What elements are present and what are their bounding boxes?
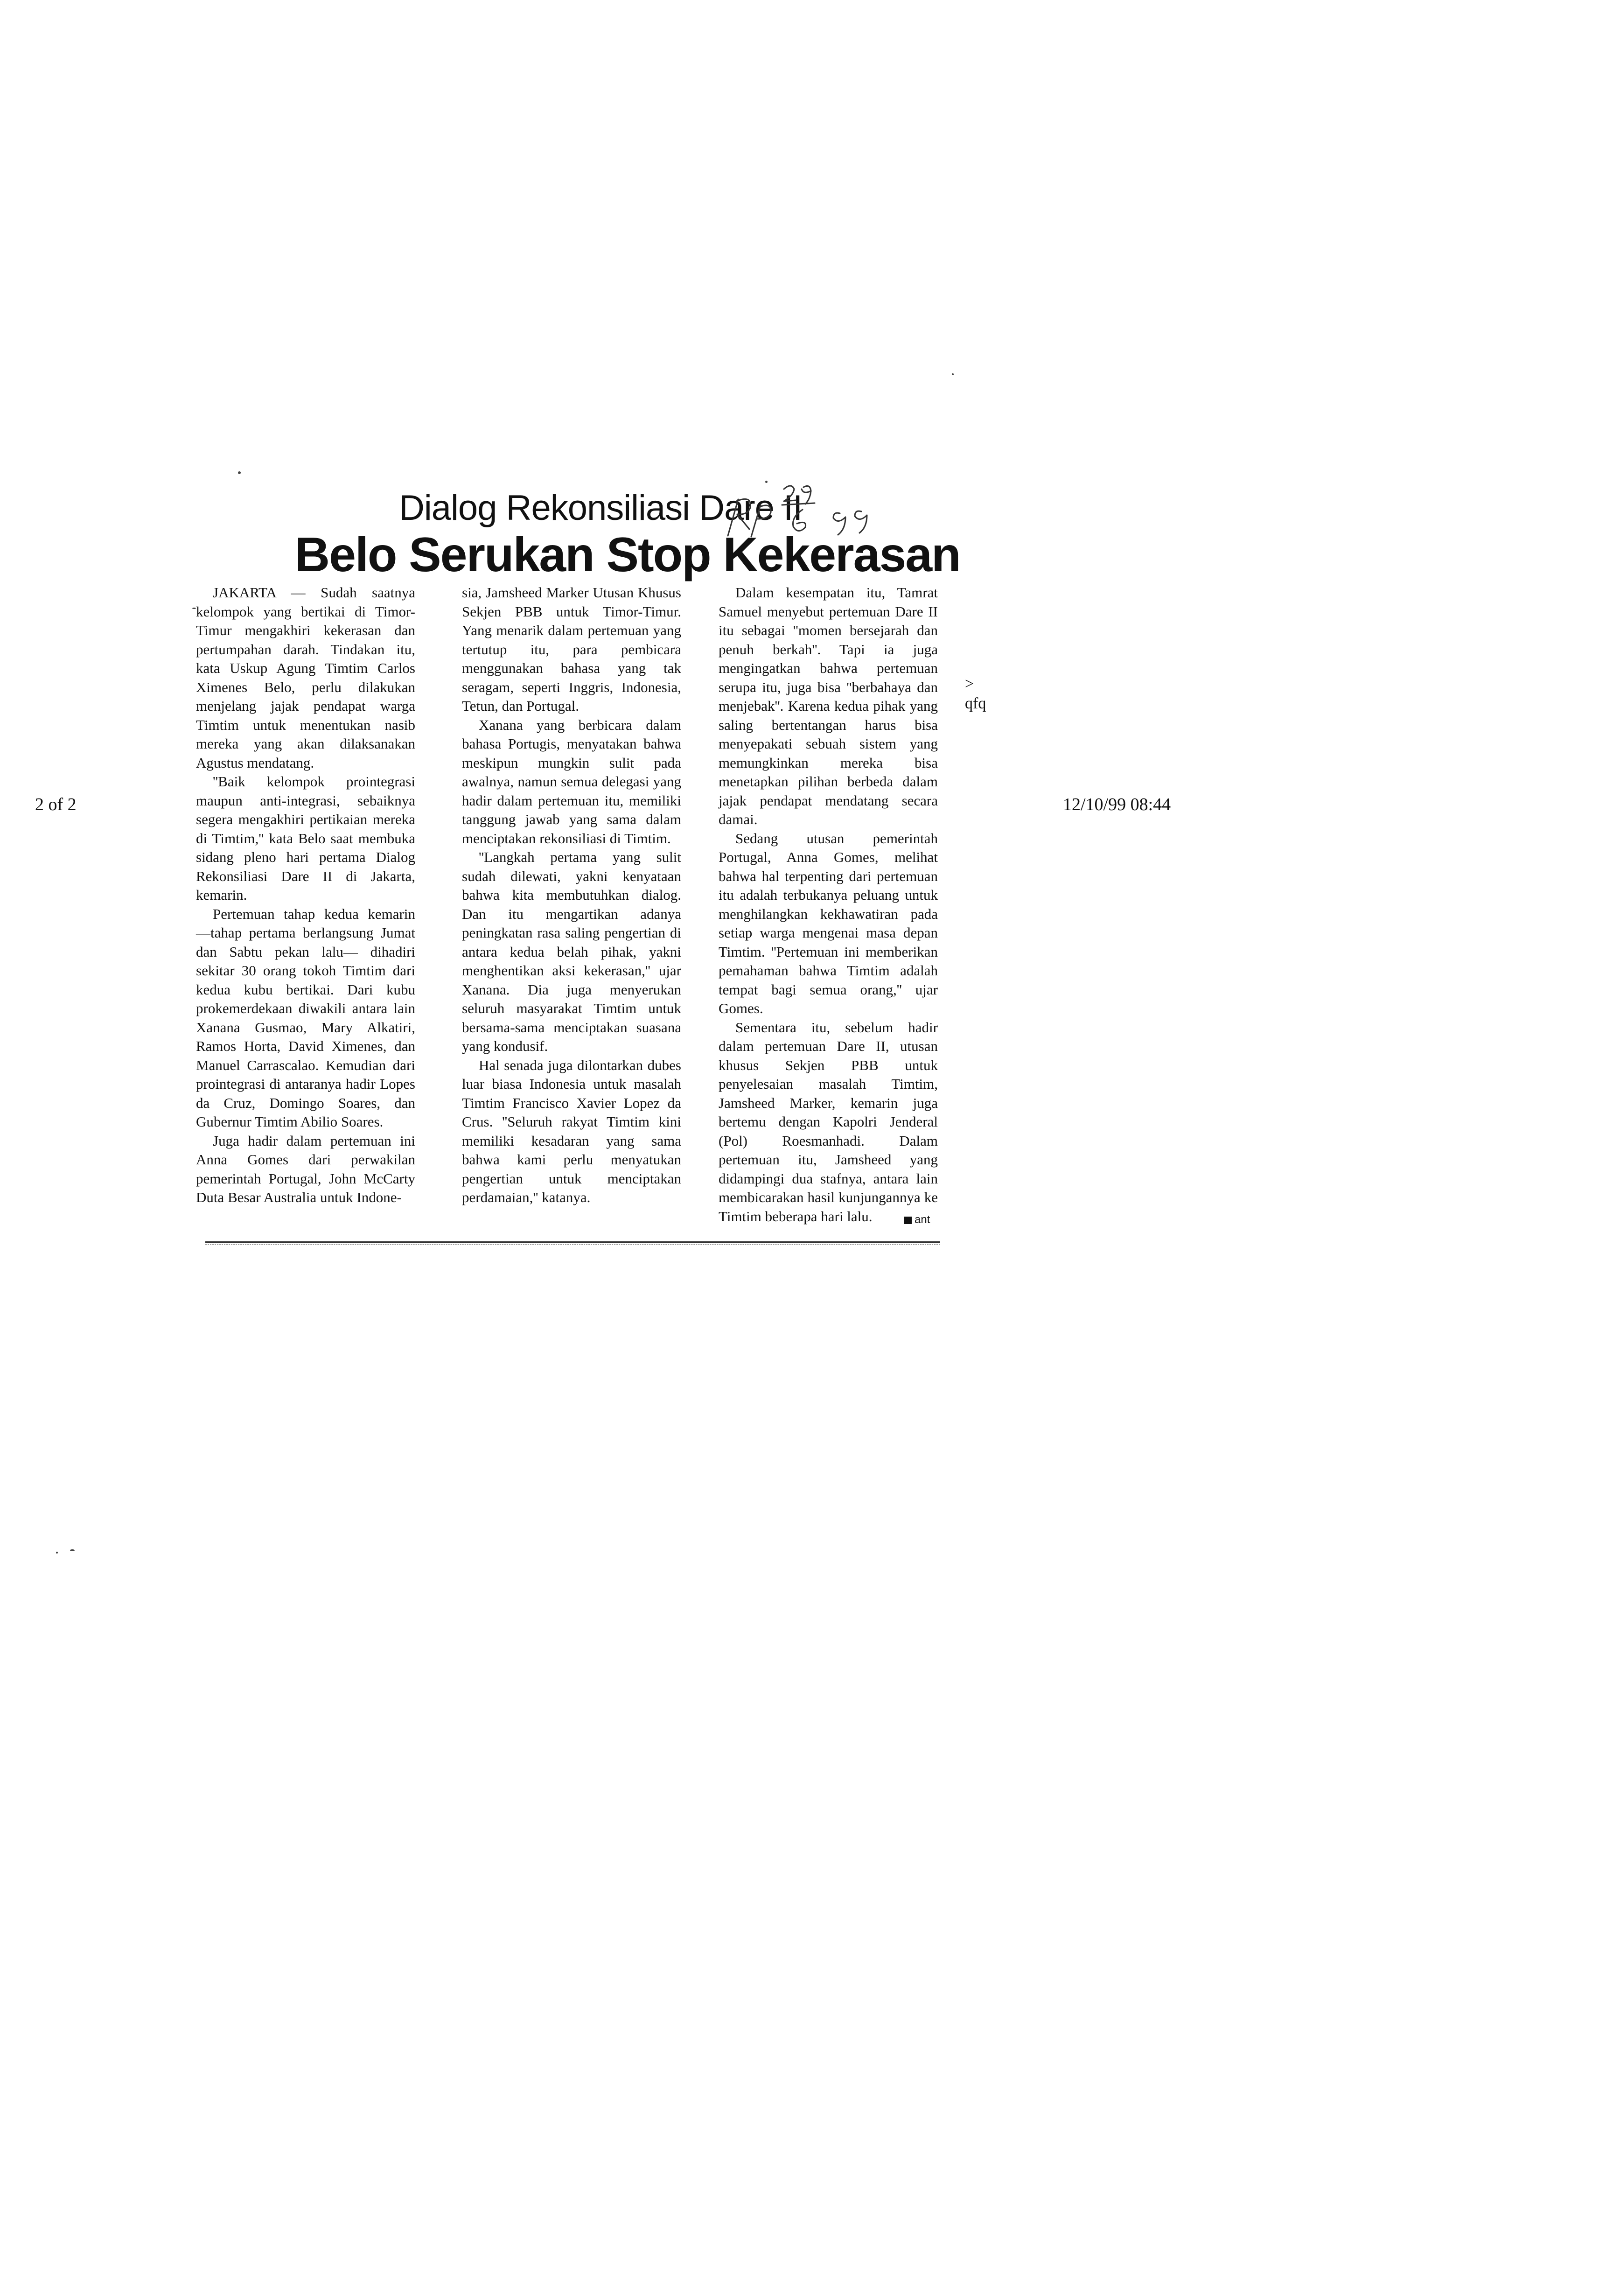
article-paragraph: ''Langkah pertama yang sulit sudah dilewati, yakni kenyataan bahwa kita membutuhkan dialog. Dan itu mengartikan adanya peningkatan rasa saling pengertian di antara kedua belah pihak, yakni menghentikan aksi kekerasan,'' ujar Xanana. Dia juga menyerukan seluruh masyarakat Timtim untuk bersama-sama menciptakan suasana yang kondusif. [462, 849, 681, 1054]
scan-speck [952, 373, 954, 375]
end-mark-icon [904, 1217, 912, 1224]
article-paragraph: sia, Jamsheed Marker Utusan Khusus Sekjen PBB untuk Timor-Timur. Yang menarik dalam pertemuan yang tertutup itu, para pembicara menggunakan bahasa yang tak seragam, seperti Inggris, Indonesia, Tetun, dan Portugal. [462, 584, 681, 714]
article-paragraph: Hal senada juga dilontarkan dubes luar biasa Indonesia untuk masalah Timtim Francisco Xavier Lopez da Crus. ''Seluruh rakyat Timtim kini memiliki kesadaran yang sama bahwa kami perlu menyatukan pengertian untuk menciptakan perdamaian,'' katanya. [462, 1057, 681, 1205]
margin-handwritten-mark: > qfq [965, 675, 986, 712]
scan-speck [56, 1552, 58, 1554]
article-column-3 [719, 583, 938, 1226]
article-bottom-rule [205, 1241, 940, 1243]
article-bottom-rule-secondary [205, 1244, 940, 1245]
article-paragraph: ''Baik kelompok prointegrasi maupun anti-integrasi, sebaiknya segera mengakhiri pertikaian mereka di Timtim,'' kata Belo saat membuka sidang pleno hari pertama Dialog Rekonsiliasi Dare II di Jakarta, kemarin. [196, 773, 415, 903]
scan-speck [238, 471, 241, 474]
article-paragraph: Pertemuan tahap kedua kemarin —tahap pertama berlangsung Jumat dan Sabtu pekan lalu— dihadiri sekitar 30 orang tokoh Timtim dari kedua kubu bertikai. Dari kubu prokemerdekaan diwakili antara lain Xanana Gusmao, Mary Alkatiri, Ramos Horta, David Ximenes, dan Manuel Carrascalao. Kemudian dari prointegrasi di antaranya hadir Lopes da Cruz, Domingo Soares, dan Gubernur Timtim Abilio Soares. [196, 905, 415, 1130]
article-paragraph: JAKARTA — Sudah saatnya kelompok yang bertikai di Timor-Timur mengakhiri kekerasan dan pertumpahan darah. Tindakan itu, kata Uskup Agung Timtim Carlos Ximenes Belo, perlu dilakukan menjelang jajak pendapat warga Timtim untuk menentukan nasib mereka yang akan dilaksanakan Agustus mendatang. [196, 584, 415, 771]
article-column-2 [462, 583, 681, 1207]
fax-timestamp: 12/10/99 08:44 [1063, 795, 1171, 814]
scan-speck [192, 608, 196, 609]
article-kicker: Dialog Rekonsiliasi Dare II [399, 488, 803, 528]
scan-speck [765, 481, 768, 483]
article-paragraph: Sementara itu, sebelum hadir dalam pertemuan Dare II, utusan khusus Sekjen PBB untuk penyelesaian masalah Timtim, Jamsheed Marker, kemarin juga bertemu dengan Kapolri Jenderal (Pol) Roesmanhadi. Dalam pertemuan itu, Jamsheed yang didampingi dua stafnya, antara lain membicarakan hasil kunjungannya ke Timtim beberapa hari lalu. [719, 1019, 938, 1225]
credit-label: ant [915, 1213, 930, 1226]
article-headline: Belo Serukan Stop Kekerasan [295, 528, 960, 582]
article-paragraph: Juga hadir dalam pertemuan ini Anna Gomes dari perwakilan pemerintah Portugal, John McCarty Duta Besar Australia untuk Indone- [196, 1132, 415, 1205]
news-agency-credit [904, 1213, 930, 1226]
scan-speck [70, 1549, 75, 1551]
article-paragraph: Sedang utusan pemerintah Portugal, Anna Gomes, melihat bahwa hal terpenting dari pertemuan itu adalah terbukanya peluang untuk menghilangkan kekhawatiran pada setiap warga mengenai masa depan Timtim. ''Pertemuan ini memberikan pemahaman bahwa Timtim adalah tempat bagi semua orang,'' ujar Gomes. [719, 830, 938, 1016]
article-column-1 [196, 583, 415, 1207]
article-paragraph: Dalam kesempatan itu, Tamrat Samuel menyebut pertemuan Dare II itu sebagai ''momen bersejarah dan penuh berkah''. Tapi ia juga mengingatkan bahwa pertemuan serupa itu, juga bisa ''berbahaya dan menjebak''. Karena kedua pihak yang saling bertentangan harus bisa menyepakati sebuah sistem yang memungkinkan mereka bisa menetapkan pilihan berbeda dalam jajak pendapat mendatang secara damai. [719, 584, 938, 827]
article-paragraph: Xanana yang berbicara dalam bahasa Portugis, menyatakan bahwa meskipun mungkin sulit pada awalnya, namun semua delegasi yang hadir dalam pertemuan itu, memiliki tanggung jawab yang sama dalam menciptakan rekonsiliasi di Timtim. [462, 716, 681, 847]
page-number-marker: 2 of 2 [35, 795, 77, 814]
